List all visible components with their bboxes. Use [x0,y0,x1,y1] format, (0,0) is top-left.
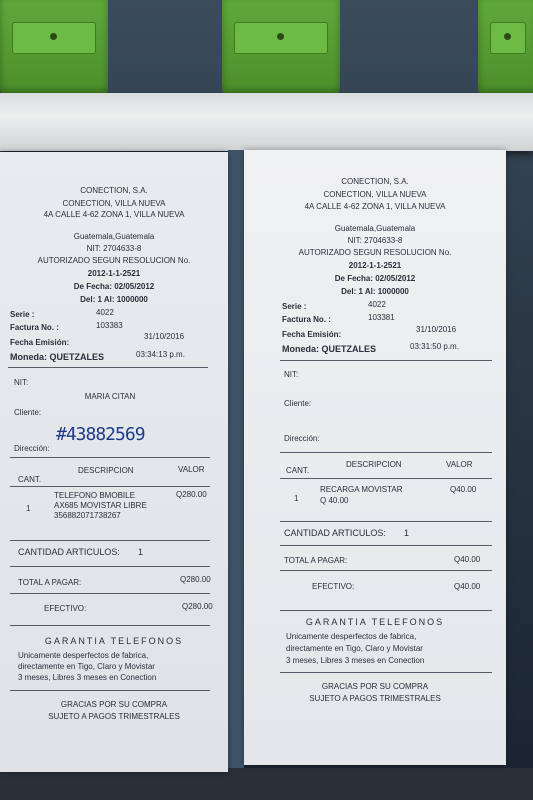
item-qty: 1 [294,494,299,503]
green-phone-left [0,0,108,95]
rule [10,486,210,487]
subject: SUJETO A PAGOS TRIMESTRALES [309,694,441,703]
rule [10,566,210,567]
receipt-right [244,150,506,765]
garantia-line-3: 3 meses, Libres 3 meses en Conection [286,656,425,665]
direccion-label: Dirección: [14,444,50,453]
item-value: Q280.00 [176,490,207,499]
glass-divider [228,150,244,770]
fecha-date: 31/10/2016 [416,325,457,334]
efectivo-label: EFECTIVO: [44,604,87,613]
item-line-1: RECARGA MOVISTAR [320,485,403,494]
rule [10,625,210,626]
desc-header: DESCRIPCION [346,460,402,469]
rule [10,457,210,458]
nit-label: NIT: [284,370,299,379]
rule [280,478,492,479]
item-line-2: Q 40.00 [320,496,349,505]
fecha-label: Fecha Emisión: [282,330,342,339]
efectivo-value: Q40.00 [454,582,481,591]
address: 4A CALLE 4-62 ZONA 1, VILLA NUEVA [43,210,185,219]
factura-value: 103383 [96,321,123,330]
resolution-number: 2012-1-1-2521 [87,269,141,278]
factura-label: Factura No. : [282,315,331,324]
nit-label: NIT: [14,378,29,387]
valor-header: VALOR [178,465,205,474]
garantia-title: GARANTIA TELEFONOS [305,617,445,627]
handwritten-phone: #43882569 [56,424,145,445]
direccion-label: Dirección: [284,434,320,443]
cantidad-value: 1 [138,547,144,557]
desc-header: DESCRIPCION [78,466,134,475]
moneda-label: Moneda: QUETZALES [282,344,376,354]
efectivo-label: EFECTIVO: [312,582,355,591]
range: Del: 1 Al: 1000000 [80,295,148,304]
garantia-line-1: Unicamente desperfectos de fabrica, [286,632,417,641]
item-line-1: TELEFONO BMOBILE [54,491,135,500]
item-line-2: AX685 MOVISTAR LIBRE [54,501,147,510]
total-label: TOTAL A PAGAR: [284,556,348,565]
fecha-date: 31/10/2016 [144,332,185,341]
serie-label: Serie : [10,310,35,319]
rule [280,452,492,453]
garantia-line-1: Unicamente desperfectos de fabrica, [18,651,149,660]
rule [280,610,492,611]
thanks: GRACIAS POR SU COMPRA [60,700,168,709]
garantia-line-3: 3 meses, Libres 3 meses en Conection [18,673,157,682]
authorized-text: AUTORIZADO SEGUN RESOLUCION No. [298,248,452,257]
city: Guatemala,Guatemala [73,232,155,241]
serie-value: 4022 [368,300,386,309]
nit-number: NIT: 2704633-8 [347,236,403,245]
cliente-label: Cliente: [284,399,312,408]
authorized-text: AUTORIZADO SEGUN RESOLUCION No. [37,256,191,265]
factura-label: Factura No. : [10,323,59,332]
moneda-label: Moneda: QUETZALES [10,352,104,362]
range: Del: 1 Al: 1000000 [341,287,409,296]
city: Guatemala,Guatemala [334,224,416,233]
time: 03:34:13 p.m. [136,350,185,359]
company-name: CONECTION, S.A. [80,186,148,195]
company-name: CONECTION, S.A. [341,177,409,186]
rule [280,545,492,546]
subject: SUJETO A PAGOS TRIMESTRALES [48,712,180,721]
cant-header: CANT. [18,475,42,484]
address: 4A CALLE 4-62 ZONA 1, VILLA NUEVA [304,202,446,211]
rule [10,690,210,691]
resolution-date: De Fecha: 02/05/2012 [73,282,155,291]
item-qty: 1 [26,504,31,513]
display-shelf [0,93,533,151]
rule [280,570,492,571]
cant-header: CANT. [286,466,310,475]
factura-value: 103381 [368,313,395,322]
total-value: Q280.00 [180,575,211,584]
customer-name: MARIA CITAN [84,392,136,401]
branch-name: CONECTION, VILLA NUEVA [62,199,166,208]
rule [280,672,492,673]
cantidad-label: CANTIDAD ARTICULOS: [284,528,386,538]
serie-value: 4022 [96,308,114,317]
cliente-label: Cliente: [14,408,42,417]
thanks: GRACIAS POR SU COMPRA [321,682,429,691]
branch-name: CONECTION, VILLA NUEVA [323,190,427,199]
green-phone-center [222,0,340,95]
nit-number: NIT: 2704633-8 [86,244,142,253]
resolution-number: 2012-1-1-2521 [348,261,402,270]
garantia-title: GARANTIA TELEFONOS [44,636,184,646]
garantia-line-2: directamente en Tigo, Claro y Movistar [18,662,155,671]
rule [280,360,492,361]
cantidad-value: 1 [404,528,410,538]
rule [10,593,210,594]
bottom-strip [0,768,533,800]
item-value: Q40.00 [450,485,477,494]
green-phone-right [478,0,533,95]
item-line-3: 356882071738267 [54,511,121,520]
resolution-date: De Fecha: 02/05/2012 [334,274,416,283]
valor-header: VALOR [446,460,473,469]
fecha-label: Fecha Emisión: [10,338,70,347]
rule [10,540,210,541]
rule [8,367,208,368]
receipt-left [0,152,228,772]
rule [280,521,492,522]
total-label: TOTAL A PAGAR: [18,578,82,587]
cantidad-label: CANTIDAD ARTICULOS: [18,547,120,557]
efectivo-value: Q280.00 [182,602,213,611]
total-value: Q40.00 [454,555,481,564]
garantia-line-2: directamente en Tigo, Claro y Movistar [286,644,423,653]
time: 03:31:50 p.m. [410,342,459,351]
serie-label: Serie : [282,302,307,311]
